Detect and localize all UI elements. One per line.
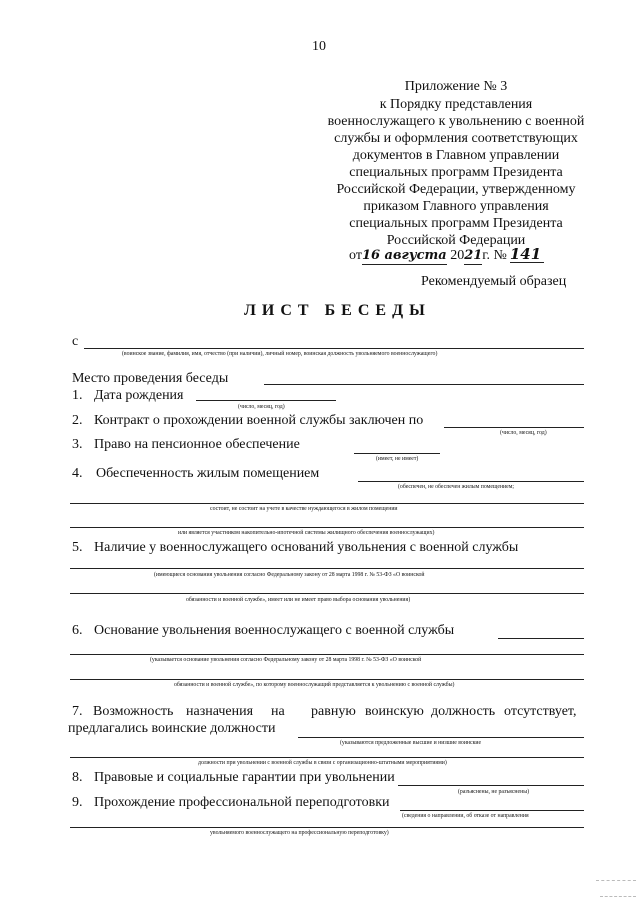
item-9-field-line-1 — [400, 810, 584, 811]
order-number-handwritten: 141 — [510, 246, 544, 263]
order-year-handwritten: 21 — [464, 248, 483, 263]
item-3-field-line — [354, 453, 440, 454]
item-7-word: Возможность — [93, 704, 174, 719]
page-number: 10 — [312, 39, 326, 54]
item-7-hint-2: должности при увольнении с военной службы в связи с организационно-штатными мероприятиями) — [198, 760, 447, 766]
item-1-field-line — [196, 400, 336, 401]
item-9-hint-2: увольняемого военнослужащего на профессиональную переподготовку) — [210, 830, 389, 836]
order-date-line — [349, 246, 544, 265]
annex-line: службы и оформления соответствующих — [334, 131, 578, 146]
item-7-word: равную — [311, 704, 356, 719]
annex-line: к Порядку представления — [379, 97, 533, 112]
with-field-line — [84, 348, 584, 349]
item-6-hint-1: (указывается основание увольнения согласно Федеральному закону от 28 марта 1998 г. № 53-ФЗ «О воинской — [150, 657, 422, 663]
item-5-field-line-2 — [70, 593, 584, 594]
item-2-label: Контракт о прохождении военной службы заключен по — [94, 413, 424, 428]
item-8-hint: (разъяснены, не разъяснены) — [458, 789, 530, 795]
place-label: Место проведения беседы — [72, 371, 229, 386]
item-4-hint-2: состоит, не состоит на учете в качестве нуждающегося в жилом помещении — [210, 506, 398, 512]
annex-line: Приложение № 3 — [404, 79, 508, 94]
annex-line: документов в Главном управлении — [352, 148, 560, 163]
annex-line: Российской Федерации, утвержденному — [336, 182, 576, 197]
item-7-hint-1: (указываются предложенные высшие и низшие воинские — [340, 740, 482, 746]
item-7-field-line-2 — [70, 757, 584, 758]
item-5-number: 5. — [72, 540, 83, 555]
item-5-label: Наличие у военнослужащего оснований увольнения с военной службы — [94, 540, 519, 555]
item-2-number: 2. — [72, 413, 83, 428]
item-8-number: 8. — [72, 770, 83, 785]
item-7-word: отсутствует, — [504, 704, 577, 719]
item-2-hint: (число, месяц, год) — [500, 430, 547, 436]
item-9-label: Прохождение профессиональной переподготовки — [94, 795, 390, 810]
item-4-field-line-3 — [70, 527, 584, 528]
item-6-number: 6. — [72, 623, 83, 638]
item-6-label: Основание увольнения военнослужащего с военной службы — [94, 623, 455, 638]
annex-line: приказом Главного управления — [363, 199, 549, 214]
order-year-prefix: 20 — [450, 248, 465, 263]
item-4-number: 4. — [72, 466, 83, 481]
item-7-word: должность — [431, 704, 496, 719]
annex-line: Российской Федерации — [386, 233, 526, 248]
annex-line: военнослужащего к увольнению с военной — [327, 114, 585, 129]
document-title: ЛИСТ БЕСЕДЫ — [244, 302, 431, 319]
item-1-label: Дата рождения — [94, 388, 184, 403]
item-4-field-line-1 — [358, 481, 584, 482]
item-7-line-2: предлагались воинские должности — [68, 721, 276, 736]
place-field-line — [264, 384, 584, 385]
item-7-word: на — [271, 704, 285, 719]
scan-artifact — [596, 880, 636, 881]
item-4-label: Обеспеченность жилым помещением — [96, 466, 320, 481]
item-9-field-line-2 — [70, 827, 584, 828]
item-6-field-line-3 — [70, 679, 584, 680]
item-7-number: 7. — [72, 704, 83, 719]
item-3-label: Право на пенсионное обеспечение — [94, 437, 300, 452]
item-8-label: Правовые и социальные гарантии при увольнении — [94, 770, 395, 785]
order-date-handwritten: 16 августа — [361, 248, 447, 263]
item-9-hint-1: (сведения о направлении, об отказе от направления — [402, 813, 529, 819]
item-6-field-line-1 — [498, 638, 584, 639]
item-1-hint: (число, месяц, год) — [238, 404, 285, 410]
order-prefix: от — [349, 248, 362, 263]
item-1-number: 1. — [72, 388, 83, 403]
order-year-suffix: г. № — [482, 248, 507, 263]
item-5-hint-1: (имеющиеся основания увольнения согласно Федеральному закону от 28 марта 1998 г. № 53-ФЗ «О воинской — [154, 572, 425, 578]
item-7-field-line-1 — [298, 737, 584, 738]
item-9-number: 9. — [72, 795, 83, 810]
item-5-hint-2: обязанности и военной службе», имеет или не имеет право выбора основания увольнения) — [186, 597, 411, 603]
item-8-field-line — [398, 785, 584, 786]
with-hint: (воинское звание, фамилия, имя, отчество (при наличии), личный номер, воинская должность увольняемого военнослужащего) — [122, 351, 438, 357]
item-2-field-line — [444, 427, 584, 428]
item-6-hint-2: обязанности и военной службе», по которому военнослужащий представляется к увольнению с военной службы) — [174, 682, 455, 688]
item-7-word: воинскую — [365, 704, 424, 719]
item-7-word: назначения — [186, 704, 254, 719]
item-5-field-line-1 — [70, 568, 584, 569]
item-6-field-line-2 — [70, 654, 584, 655]
item-4-field-line-2 — [70, 503, 584, 504]
item-4-hint-1: (обеспечен, не обеспечен жилым помещением; — [398, 484, 515, 490]
annex-line: специальных программ Президента — [349, 165, 563, 180]
item-3-hint: (имеет, не имеет) — [376, 456, 419, 462]
with-label: с — [72, 334, 79, 349]
item-4-hint-3: или является участником накопительно-ипотечной системы жилищного обеспечения военнослужащих) — [178, 530, 435, 536]
scan-artifact — [600, 896, 636, 897]
recommended-sample: Рекомендуемый образец — [421, 274, 567, 289]
item-3-number: 3. — [72, 437, 83, 452]
annex-line: специальных программ Президента — [349, 216, 563, 231]
